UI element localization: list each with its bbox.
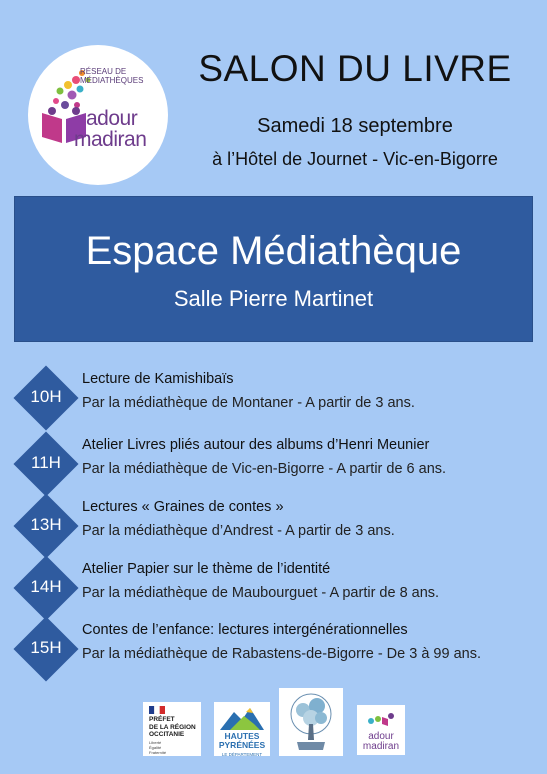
- tree-book-logo: [279, 688, 343, 756]
- event-venue: à l’Hôtel de Journet - Vic-en-Bigorre: [212, 149, 498, 169]
- schedule-title: Atelier Papier sur le thème de l’identité: [82, 561, 331, 577]
- schedule-item: [0, 561, 547, 621]
- prefet-label: PRÉFET DE LA RÉGION OCCITANIE: [149, 716, 196, 738]
- event-date: Samedi 18 septembre: [257, 115, 453, 137]
- schedule-hour: 11H: [31, 453, 61, 472]
- french-flag-icon: [149, 706, 165, 714]
- space-banner: [14, 196, 533, 342]
- schedule-hour: 10H: [30, 387, 62, 406]
- colored-dots-icon: [367, 711, 395, 727]
- schedule-title: Contes de l’enfance: lectures intergénérationnelles: [82, 622, 408, 638]
- adour-madiran-logo: [28, 45, 168, 185]
- schedule-detail: Par la médiathèque de Vic-en-Bigorre - A partir de 6 ans.: [82, 461, 447, 477]
- schedule-item: [0, 622, 547, 682]
- schedule-hour: 15H: [30, 638, 62, 657]
- schedule-item: [0, 437, 547, 497]
- logo-network-label: RÉSEAU DE MÉDIATHÈQUES: [80, 67, 144, 85]
- mountains-icon: [220, 706, 264, 730]
- schedule-detail: Par la médiathèque de Rabastens-de-Bigorre - De 3 à 99 ans.: [82, 646, 481, 662]
- small-logo-adour: adour: [368, 731, 394, 742]
- prefet-motto: Liberté Égalité Fraternité: [149, 740, 167, 755]
- schedule-title: Lecture de Kamishibaïs: [82, 371, 234, 387]
- prefet-occitanie-logo: [143, 702, 201, 756]
- schedule-hour: 13H: [30, 515, 62, 534]
- tree-icon: [283, 690, 339, 754]
- hautes-pyrenees-label: HAUTES PYRÉNÉES: [218, 731, 266, 750]
- adour-madiran-small-logo: [357, 705, 405, 755]
- schedule-item: [0, 371, 547, 431]
- logo-adour-text: adour: [86, 107, 138, 130]
- page-title: SALON DU LIVRE: [198, 48, 512, 89]
- schedule-detail: Par la médiathèque d’Andrest - A partir de 3 ans.: [82, 523, 395, 539]
- schedule-detail: Par la médiathèque de Maubourguet - A partir de 8 ans.: [82, 585, 440, 601]
- banner-subtitle: Salle Pierre Martinet: [173, 286, 374, 311]
- schedule-title: Atelier Livres pliés autour des albums d’Henri Meunier: [82, 437, 430, 453]
- schedule-hour: 14H: [30, 577, 62, 596]
- logo-madiran-text: madiran: [74, 128, 147, 151]
- banner-title: Espace Médiathèque: [85, 229, 462, 273]
- schedule-title: Lectures « Graines de contes »: [82, 499, 284, 515]
- schedule-item: [0, 499, 547, 559]
- hautes-pyrenees-logo: [214, 702, 270, 756]
- small-logo-madiran: madiran: [362, 741, 400, 752]
- departement-label: LE DÉPARTEMENT: [221, 752, 263, 757]
- schedule-detail: Par la médiathèque de Montaner - A partir de 3 ans.: [82, 395, 415, 411]
